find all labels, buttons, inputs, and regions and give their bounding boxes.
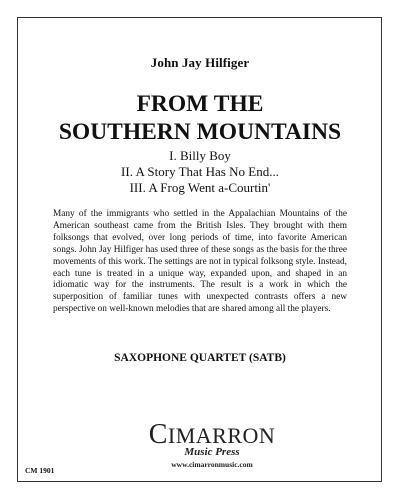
movement-item: II. A Story That Has No End...	[121, 164, 279, 179]
publisher-logo	[148, 419, 276, 469]
publisher-name-initial: C	[148, 419, 168, 450]
movement-item: III. A Frog Went a-Courtin'	[129, 180, 271, 195]
publisher-name	[148, 419, 276, 450]
publisher-website: www.cimarronmusic.com	[171, 460, 253, 469]
catalog-number: CM 1901	[25, 466, 55, 475]
work-title	[0, 90, 400, 146]
composer-name: John Jay Hilfiger	[150, 55, 250, 70]
publisher-subtitle: Music Press	[184, 446, 240, 458]
work-description: Many of the immigrants who settled in the Appalachian Mountains of the American southeast came from the British Isles. They brought with them folksongs that evolved, over long periods of time, into favorite American songs. John Jay Hilfiger has used three of these songs as the basis for the three movements of this work. The settings are not in typical folksong style. Instead, each tune is treated in a unique way, expanded upon, and shaped in an idiomatic way for the instruments. The result is a work in which the superposition of familiar tunes with unexpected contrasts offers a new perspective on well-known melodies that are shared among all the players.	[53, 209, 347, 315]
movement-item: I. Billy Boy	[169, 148, 231, 163]
publisher-block	[0, 419, 400, 472]
publisher-name-rest: IMARRON	[167, 423, 276, 448]
instrumentation: SAXOPHONE QUARTET (SATB)	[114, 352, 286, 364]
work-title-line-1: FROM THE	[136, 91, 264, 117]
movement-list	[0, 148, 400, 196]
work-title-line-2: SOUTHERN MOUNTAINS	[58, 119, 342, 145]
